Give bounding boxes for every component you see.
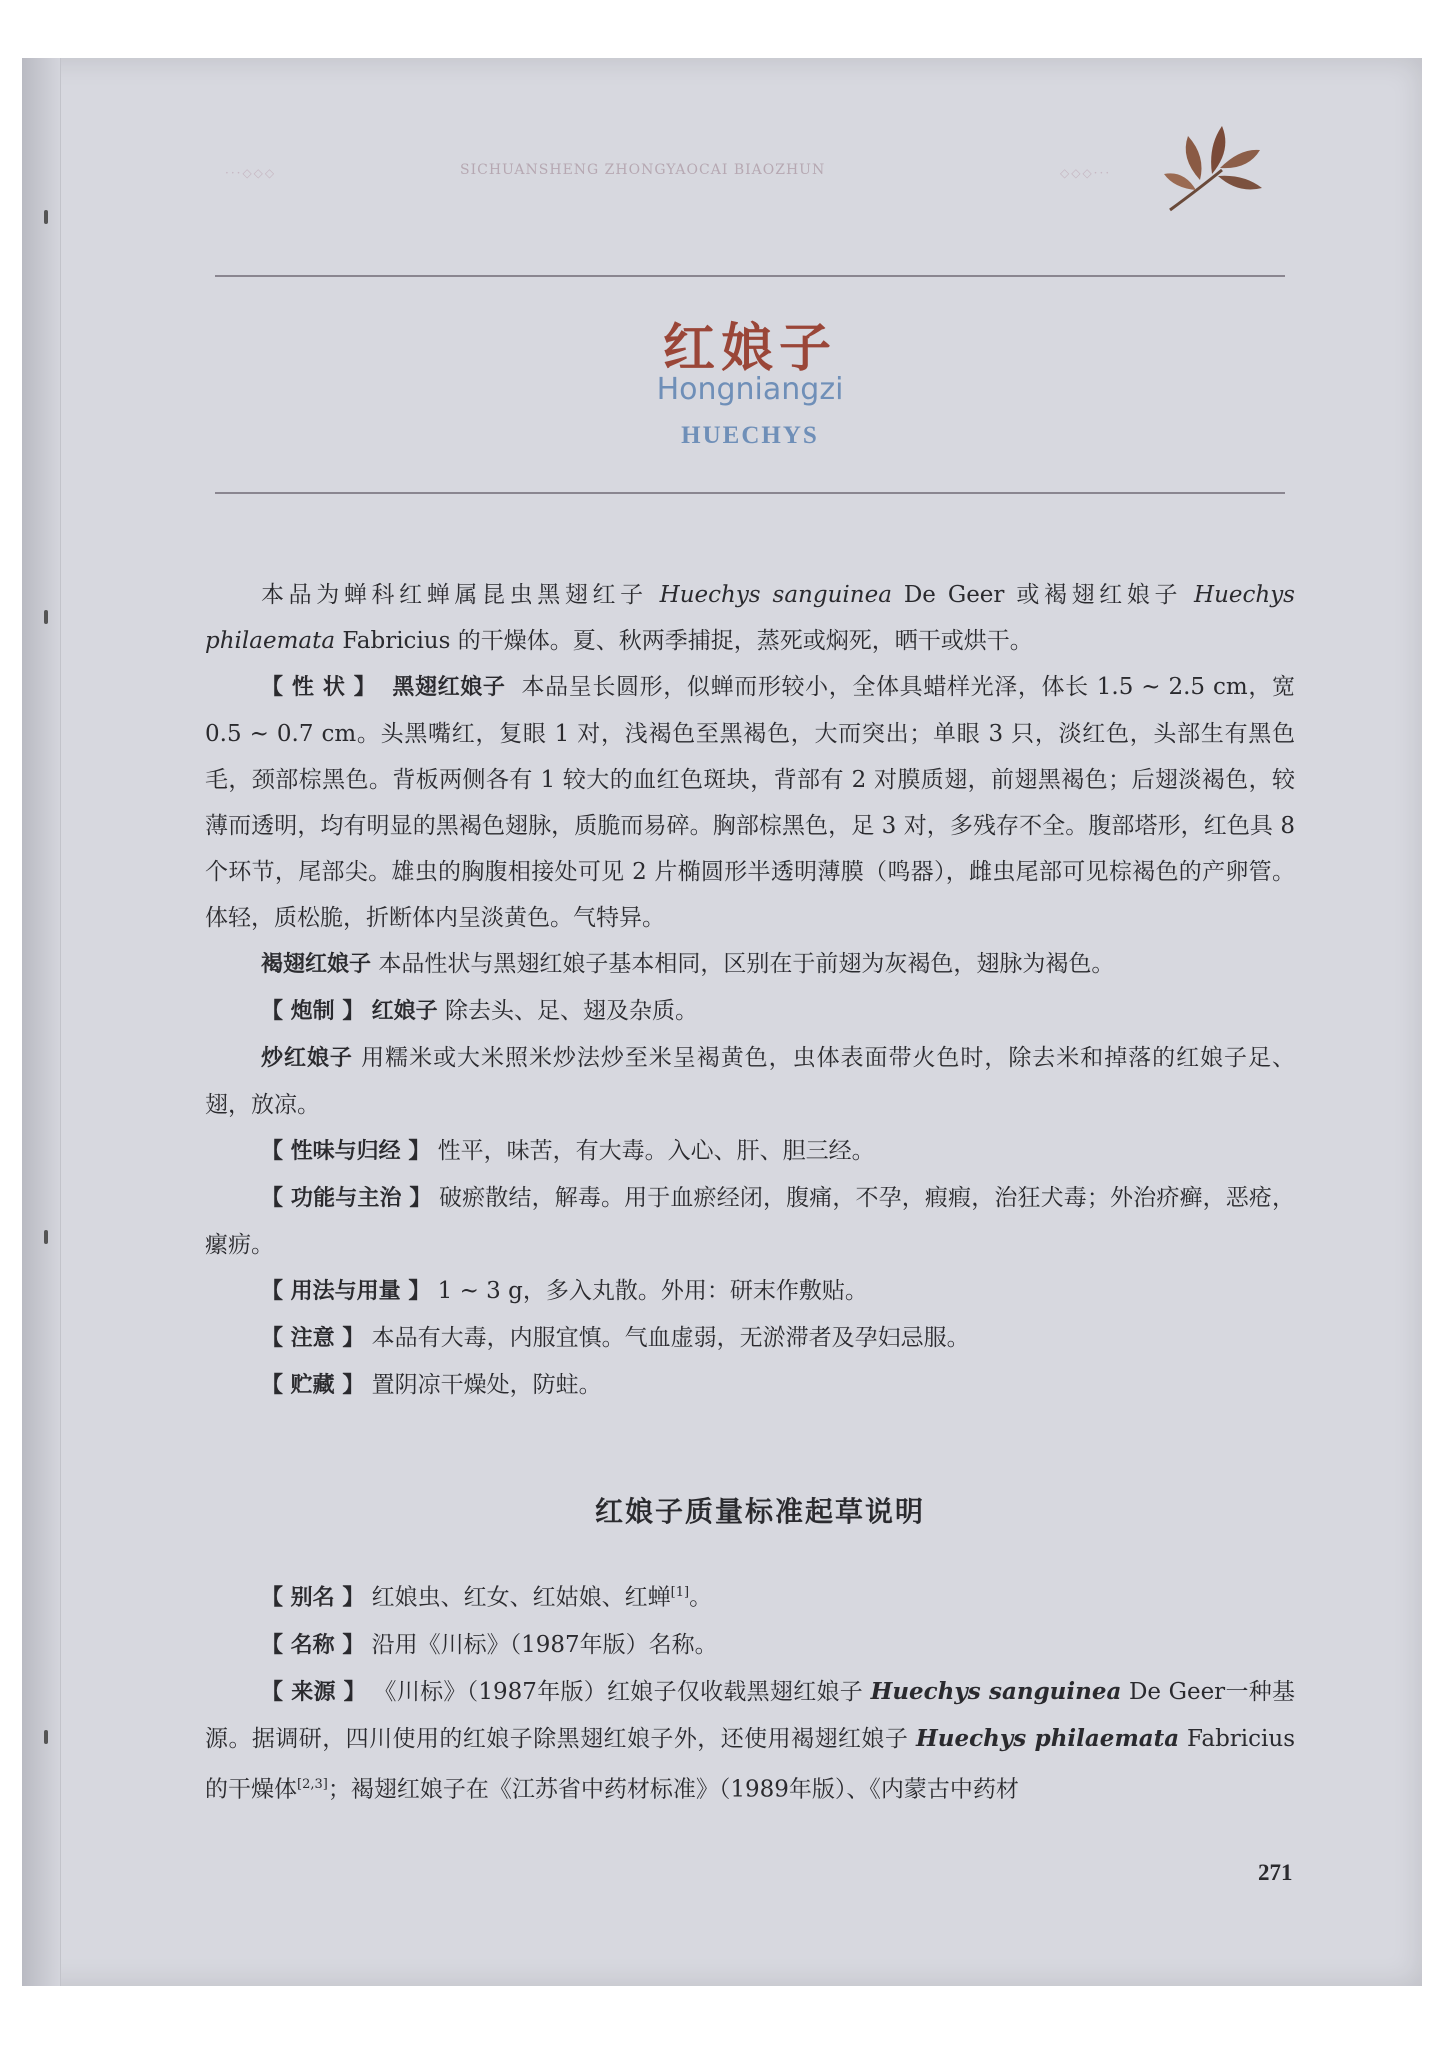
section-yongfa: 【 用法与用量 】 1 ~ 3 g，多入丸散。外用：研末作敷贴。: [261, 1278, 868, 1304]
section-term: 黑翅红娘子: [392, 675, 506, 700]
latin-name: Huechys sanguinea: [659, 582, 892, 608]
title-pinyin: Hongniangzi: [656, 372, 844, 407]
header-ornament-right: ◇◇◇···: [1060, 166, 1112, 180]
section-mingcheng: 【 名称 】 沿用《川标》（1987年版）名称。: [261, 1631, 718, 1658]
section-label: 【 性味与归经 】: [261, 1139, 431, 1164]
section-hechi: 褐翅红娘子 本品性状与黑翅红娘子基本相同，区别在于前翅为灰褐色，翅脉为褐色。: [261, 951, 1115, 977]
section-xingzhuang: 【 性 状 】 黑翅红娘子 本品呈长圆形，似蝉而形较小，全体具蜡样光泽，体长 1.5 ~ 2.5 cm，宽 0.5 ~ 0.7 cm。头黑嘴红，复眼 1 对，浅褐色至黑褐色，大而突出；单眼 3 只，淡红色，头部生有黑色毛，颈部棕黑色。背板两侧各有 1 较大的血红色斑块，背部有 2 对膜质翅，前翅黑褐色；后翅淡褐色，较薄而透明，均有明显的黑褐色翅脉，质脆而易碎。胸部棕黑色，足 3 对，多残存不全。腹部塔形，红色具 8 个环节，尾部尖。雄虫的胸腹相接处可见 2 片椭圆形半透明薄膜（鸣器），雌虫尾部可见棕褐色的产卵管。体轻，质松脆，折断体内呈淡黄色。气特异。: [205, 674, 1295, 931]
binding-stitch: [44, 1230, 48, 1244]
title-rule-bottom: [215, 492, 1285, 494]
section-label: 【 别名 】: [261, 1585, 365, 1611]
section-xingwei: 【 性味与归经 】 性平，味苦，有大毒。入心、肝、胆三经。: [261, 1138, 875, 1164]
section-term: 炒红娘子: [261, 1046, 353, 1071]
page-title: 红娘子: [662, 318, 837, 379]
header-ornament-left: ···◇◇◇: [225, 166, 277, 180]
section-gongneng: 【 功能与主治 】 破瘀散结，解毒。用于血瘀经闭，腹痛，不孕，瘕瘕，治狂犬毒；外治疥癣，恶疮，瘰疬。: [205, 1185, 1296, 1258]
section-label: 【 用法与用量 】: [261, 1279, 431, 1304]
section-laiyuan: 【 来源 】 《川标》（1987年版）红娘子仅收载黑翅红娘子 Huechys sanguinea De Geer一种基源。据调研，四川使用的红娘子除黑翅红娘子外，还使用褐翅红娘子 Huechys philaemata Fabricius的干燥体[2,3]；褐翅红娘子在《江苏省中药材标准》（1989年版）、《内蒙古中药材: [205, 1677, 1296, 1803]
explanation-title: 红娘子质量标准起草说明: [594, 1495, 925, 1528]
monograph-body: [205, 572, 1295, 1409]
binding-stitch: [44, 610, 48, 624]
leaf-logo-icon: [1160, 118, 1270, 218]
latin-name: Huechys philaemata: [205, 582, 1295, 654]
binding-stitch: [44, 1730, 48, 1744]
section-chao: 炒红娘子 用糯米或大米照米炒法炒至米呈褐黄色，虫体表面带火色时，除去米和掉落的红娘子足、翅，放凉。: [205, 1045, 1295, 1118]
section-zhucang: 【 贮藏 】 置阴凉干燥处，防蛀。: [261, 1372, 602, 1398]
section-label: 【 炮制 】: [261, 999, 365, 1024]
section-bieming: 【 别名 】 红娘虫、红女、红姑娘、红蝉[1]。: [261, 1584, 713, 1611]
section-label: 【 贮藏 】: [261, 1373, 365, 1398]
intro-paragraph: 本品为蝉科红蝉属昆虫黑翅红子 Huechys sanguinea De Geer 或褐翅红娘子 Huechys philaemata Fabricius 的干燥体。夏、秋两季捕捉，蒸死或焖死，晒干或烘干。: [205, 582, 1295, 654]
section-label: 【 性 状 】: [261, 675, 377, 700]
section-term: 红娘子: [371, 999, 438, 1024]
latin-name: Huechys sanguinea: [870, 1677, 1122, 1705]
latin-name: Huechys philaemata: [916, 1724, 1180, 1752]
title-latin: HUECHYS: [681, 422, 819, 449]
title-rule-top: [215, 275, 1285, 277]
section-label: 【 功能与主治 】: [261, 1186, 432, 1211]
section-label: 【 注意 】: [261, 1326, 365, 1351]
binding-stitch: [44, 210, 48, 224]
section-zhuyi: 【 注意 】 本品有大毒，内服宜慎。气血虚弱，无淤滞者及孕妇忌服。: [261, 1325, 970, 1351]
section-label: 【 名称 】: [261, 1632, 365, 1658]
section-term: 褐翅红娘子: [261, 952, 372, 977]
running-head: SICHUANSHENG ZHONGYAOCAI BIAOZHUN: [460, 162, 826, 178]
section-label: 【 来源 】: [261, 1679, 366, 1705]
section-paozhi: 【 炮制 】 红娘子 除去头、足、翅及杂质。: [261, 998, 698, 1024]
reference-marker: [2,3]: [297, 1776, 328, 1792]
explanation-body: [205, 1570, 1295, 1812]
reference-marker: [1]: [670, 1585, 690, 1600]
page-number: 271: [1258, 1860, 1293, 1885]
